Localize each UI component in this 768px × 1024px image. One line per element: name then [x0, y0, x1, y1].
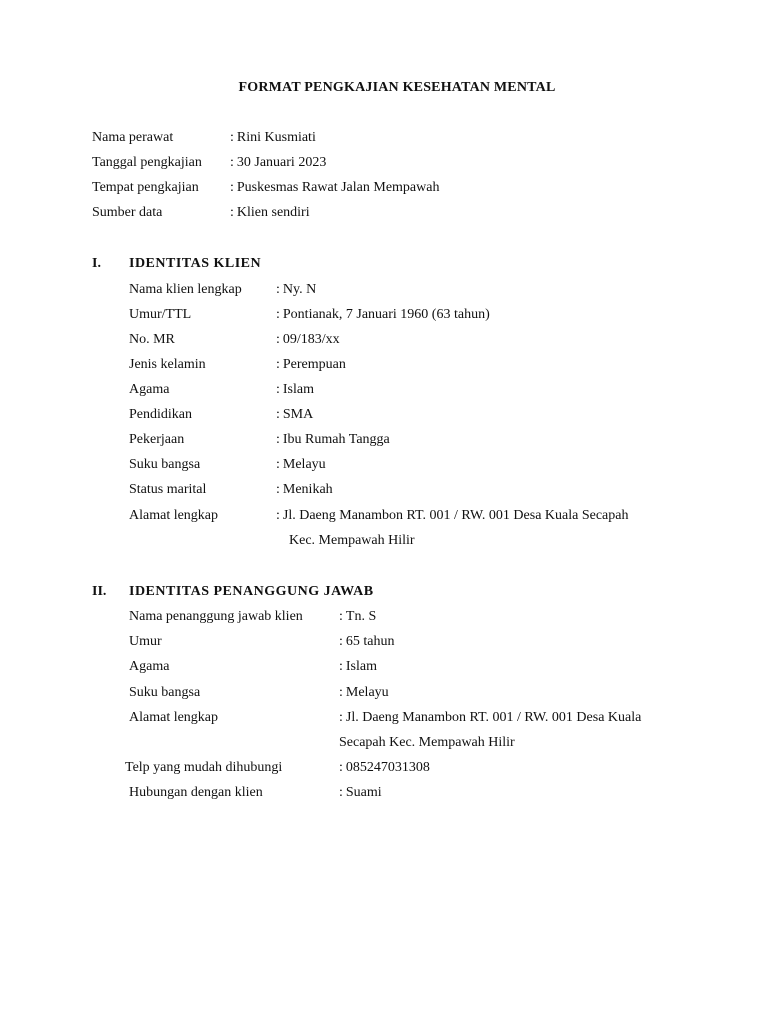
section-title: IDENTITAS KLIEN [129, 256, 262, 271]
colon: : [276, 357, 280, 372]
field-label: Sumber data [92, 205, 163, 220]
colon: : [276, 332, 280, 347]
colon: : [339, 785, 343, 800]
field-value: SMA [282, 407, 314, 422]
field-value: Rini Kusmiati [236, 130, 316, 145]
field-value: 085247031308 [345, 760, 430, 775]
field-label: Status marital [129, 482, 207, 497]
colon: : [339, 760, 343, 775]
field-label: Hubungan dengan klien [129, 785, 263, 800]
field-value: Melayu [345, 685, 389, 700]
section-title: IDENTITAS PENANGGUNG JAWAB [129, 584, 374, 599]
colon: : [339, 609, 343, 624]
colon: : [276, 382, 280, 397]
section-number: I. [92, 256, 101, 271]
colon: : [339, 659, 343, 674]
field-label: Umur [129, 634, 162, 649]
field-value: Ibu Rumah Tangga [282, 432, 390, 447]
field-value: Jl. Daeng Manambon RT. 001 / RW. 001 Desa Kuala Secapah [282, 508, 629, 523]
field-value: Klien sendiri [236, 205, 310, 220]
field-label: Nama penanggung jawab klien [129, 609, 303, 624]
field-label: Telp yang mudah dihubungi [125, 760, 283, 775]
field-alamat-pj-line2: Secapah Kec. Mempawah Hilir [339, 735, 515, 750]
field-value: Ny. N [282, 282, 317, 297]
field-value: Melayu [282, 457, 326, 472]
field-value: Puskesmas Rawat Jalan Mempawah [236, 180, 440, 195]
colon: : [230, 205, 234, 220]
section-number: II. [92, 584, 107, 599]
colon: : [276, 457, 280, 472]
colon: : [276, 482, 280, 497]
field-label: Alamat lengkap [129, 710, 219, 725]
field-label: Suku bangsa [129, 457, 201, 472]
field-value: 30 Januari 2023 [236, 155, 327, 170]
field-value: Pontianak, 7 Januari 1960 (63 tahun) [282, 307, 490, 322]
colon: : [230, 130, 234, 145]
field-label: Pendidikan [129, 407, 192, 422]
field-value: Suami [345, 785, 382, 800]
colon: : [230, 180, 234, 195]
field-label: Umur/TTL [129, 307, 192, 322]
colon: : [339, 685, 343, 700]
colon: : [230, 155, 234, 170]
field-alamat-klien-line2: Kec. Mempawah Hilir [289, 533, 415, 548]
field-label: Jenis kelamin [129, 357, 206, 372]
field-label: Suku bangsa [129, 685, 201, 700]
field-label: No. MR [129, 332, 175, 347]
document-title: FORMAT PENGKAJIAN KESEHATAN MENTAL [238, 80, 556, 95]
field-label: Tempat pengkajian [92, 180, 199, 195]
colon: : [276, 307, 280, 322]
field-value: Perempuan [282, 357, 346, 372]
field-label: Tanggal pengkajian [92, 155, 202, 170]
field-value: 09/183/xx [282, 332, 340, 347]
field-value: Islam [282, 382, 314, 397]
field-label: Nama klien lengkap [129, 282, 242, 297]
field-value: Tn. S [345, 609, 377, 624]
field-value: Islam [345, 659, 377, 674]
colon: : [276, 432, 280, 447]
field-label: Nama perawat [92, 130, 174, 145]
field-value: 65 tahun [345, 634, 395, 649]
colon: : [276, 282, 280, 297]
colon: : [276, 508, 280, 523]
field-label: Agama [129, 659, 170, 674]
field-label: Pekerjaan [129, 432, 185, 447]
colon: : [339, 634, 343, 649]
field-value: Menikah [282, 482, 333, 497]
field-label: Alamat lengkap [129, 508, 219, 523]
field-label: Agama [129, 382, 170, 397]
colon: : [339, 710, 343, 725]
field-value: Jl. Daeng Manambon RT. 001 / RW. 001 Desa Kuala [345, 710, 642, 725]
colon: : [276, 407, 280, 422]
